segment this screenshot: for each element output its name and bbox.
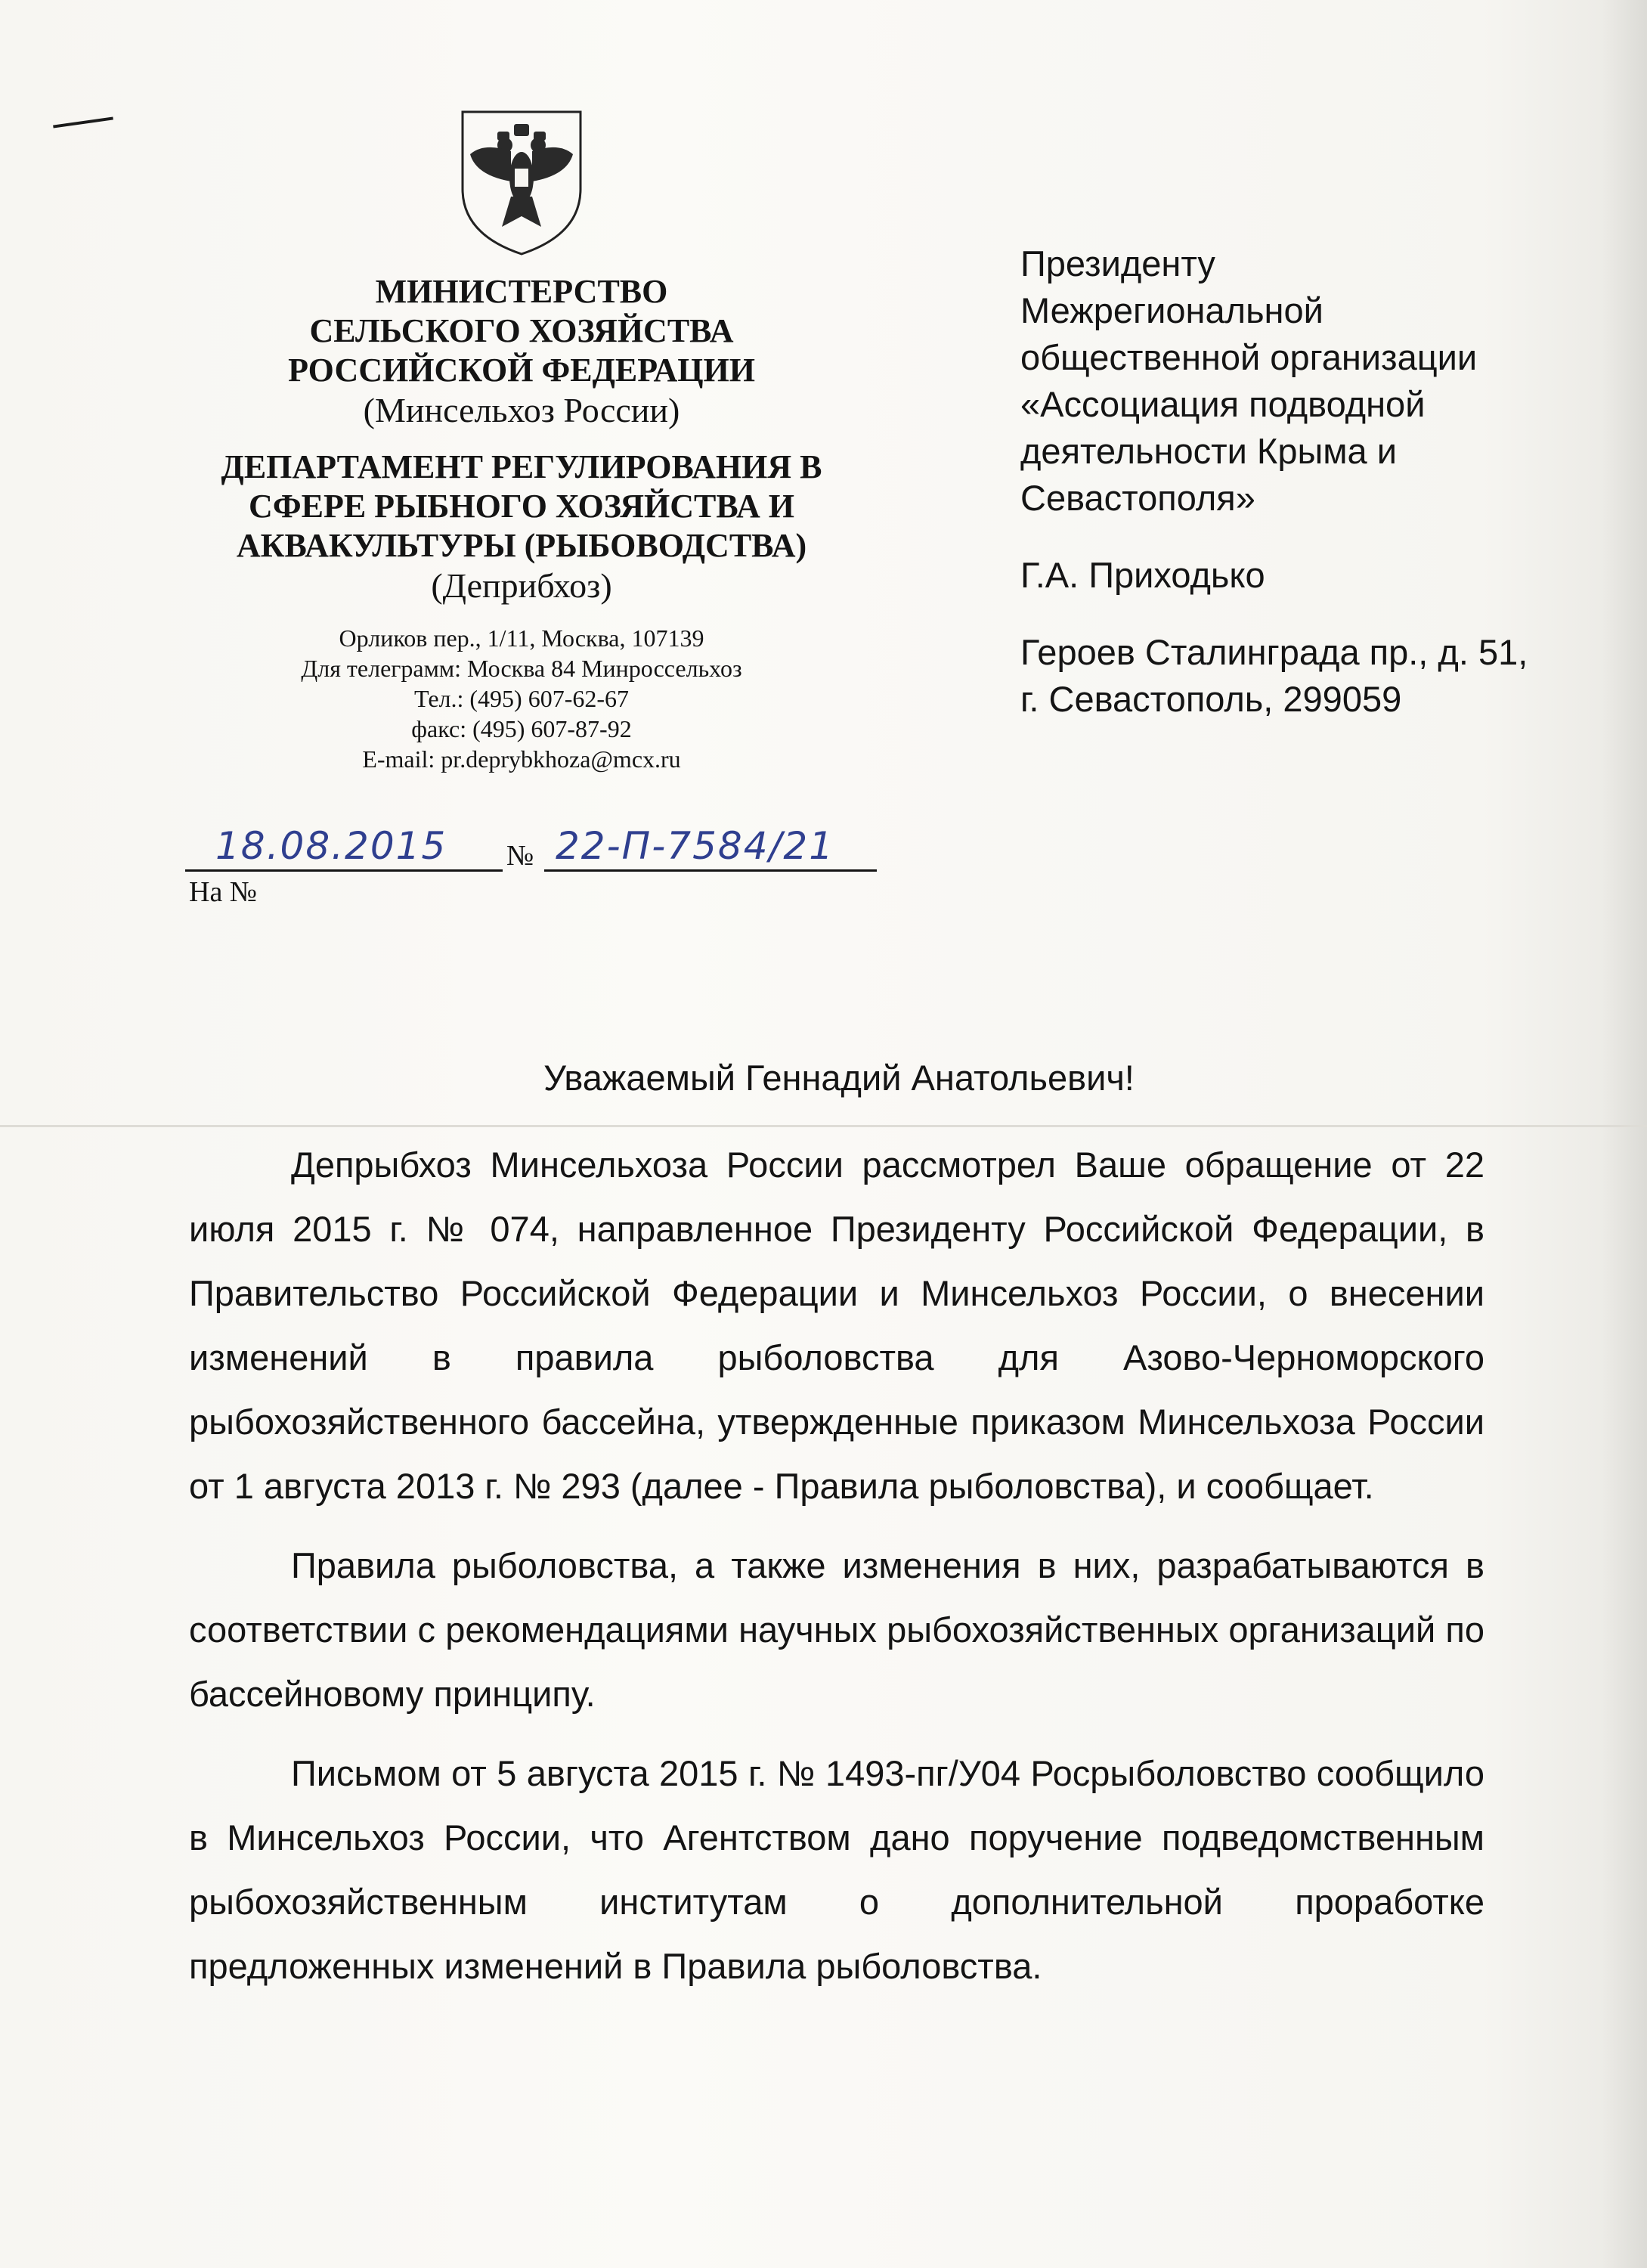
coat-of-arms-icon (446, 106, 597, 257)
ministry-short: (Минсельхоз России) (363, 391, 680, 429)
date-underline (185, 869, 503, 872)
sender-phone: Тел.: (495) 607-62-67 (413, 685, 629, 712)
addressee-line-1: Президенту (1020, 243, 1215, 284)
body-paragraph-2: Правила рыболовства, а также изменения в них, разрабатываются в соответствии с рекомендациями научных рыбохозяйственных организаций по бассейновому принципу. (189, 1545, 1484, 1714)
registration-date: 18.08.2015 (215, 824, 447, 868)
addressee-address-line-1: Героев Сталинграда пр., д. 51, (1020, 632, 1528, 672)
sender-fax: факс: (495) 607-87-92 (411, 715, 632, 742)
ministry-line-2: СЕЛЬСКОГО ХОЗЯЙСТВА (309, 312, 734, 349)
addressee-line-6: Севастополя» (1020, 478, 1255, 518)
addressee-line-3: общественной организации (1020, 337, 1478, 377)
fold-line (0, 1125, 1647, 1127)
addressee-address-line-2: г. Севастополь, 299059 (1020, 679, 1402, 719)
addressee-line-5: деятельности Крыма и (1020, 431, 1397, 471)
body-paragraph-1: Депрыбхоз Минсельхоза России рассмотрел Ваше обращение от 22 июля 2015 г. № 074, направленное Президенту Российской Федерации, в Правительство Российской Федерации и Минсельхоз России, о внесении изменений в правила рыболовства для Азово-Черноморского рыбохозяйственного бассейна, утвержденные приказом Минсельхоза России от 1 августа 2013 г. № 293 (далее - Правила рыболовства), и сообщает. (189, 1145, 1484, 1506)
addressee-line-4: «Ассоциация подводной (1020, 384, 1426, 424)
department-line-3: АКВАКУЛЬТУРЫ (РЫБОВОДСТВА) (236, 527, 807, 564)
addressee-line-2: Межрегиональной (1020, 290, 1323, 330)
sender-email: E-mail: pr.deprybkhoza@mcx.ru (362, 745, 681, 773)
ministry-line-1: МИНИСТЕРСТВО (375, 273, 668, 310)
sender-telegram: Для телеграмм: Москва 84 Минроссельхоз (301, 655, 742, 682)
reply-label: На № (189, 876, 258, 908)
body-paragraph-3: Письмом от 5 августа 2015 г. № 1493-пг/У04 Росрыболовство сообщило в Минсельхоз России, что Агентством дано поручение подведомственным рыбохозяйственным институтам о дополнительной проработке предложенных изменений в Правила рыболовства. (189, 1753, 1484, 1986)
sender-block (189, 272, 854, 774)
ministry-line-3: РОССИЙСКОЙ ФЕДЕРАЦИИ (288, 352, 755, 389)
department-line-2: СФЕРЕ РЫБНОГО ХОЗЯЙСТВА И (249, 488, 794, 525)
letter-body (189, 1132, 1484, 2013)
registration-number-label: № (506, 840, 534, 872)
registration-number: 22-П-7584/21 (556, 824, 835, 868)
department-line-1: ДЕПАРТАМЕНТ РЕГУЛИРОВАНИЯ В (221, 448, 822, 485)
addressee-block (1020, 240, 1595, 723)
salutation: Уважаемый Геннадий Анатольевич! (543, 1058, 1135, 1098)
number-underline (544, 869, 877, 872)
pen-mark (53, 116, 113, 128)
sender-address: Орликов пер., 1/11, Москва, 107139 (339, 624, 704, 652)
department-short: (Деприбхоз) (431, 566, 612, 605)
page-shadow (1602, 0, 1647, 2268)
addressee-name: Г.А. Приходько (1020, 555, 1265, 595)
